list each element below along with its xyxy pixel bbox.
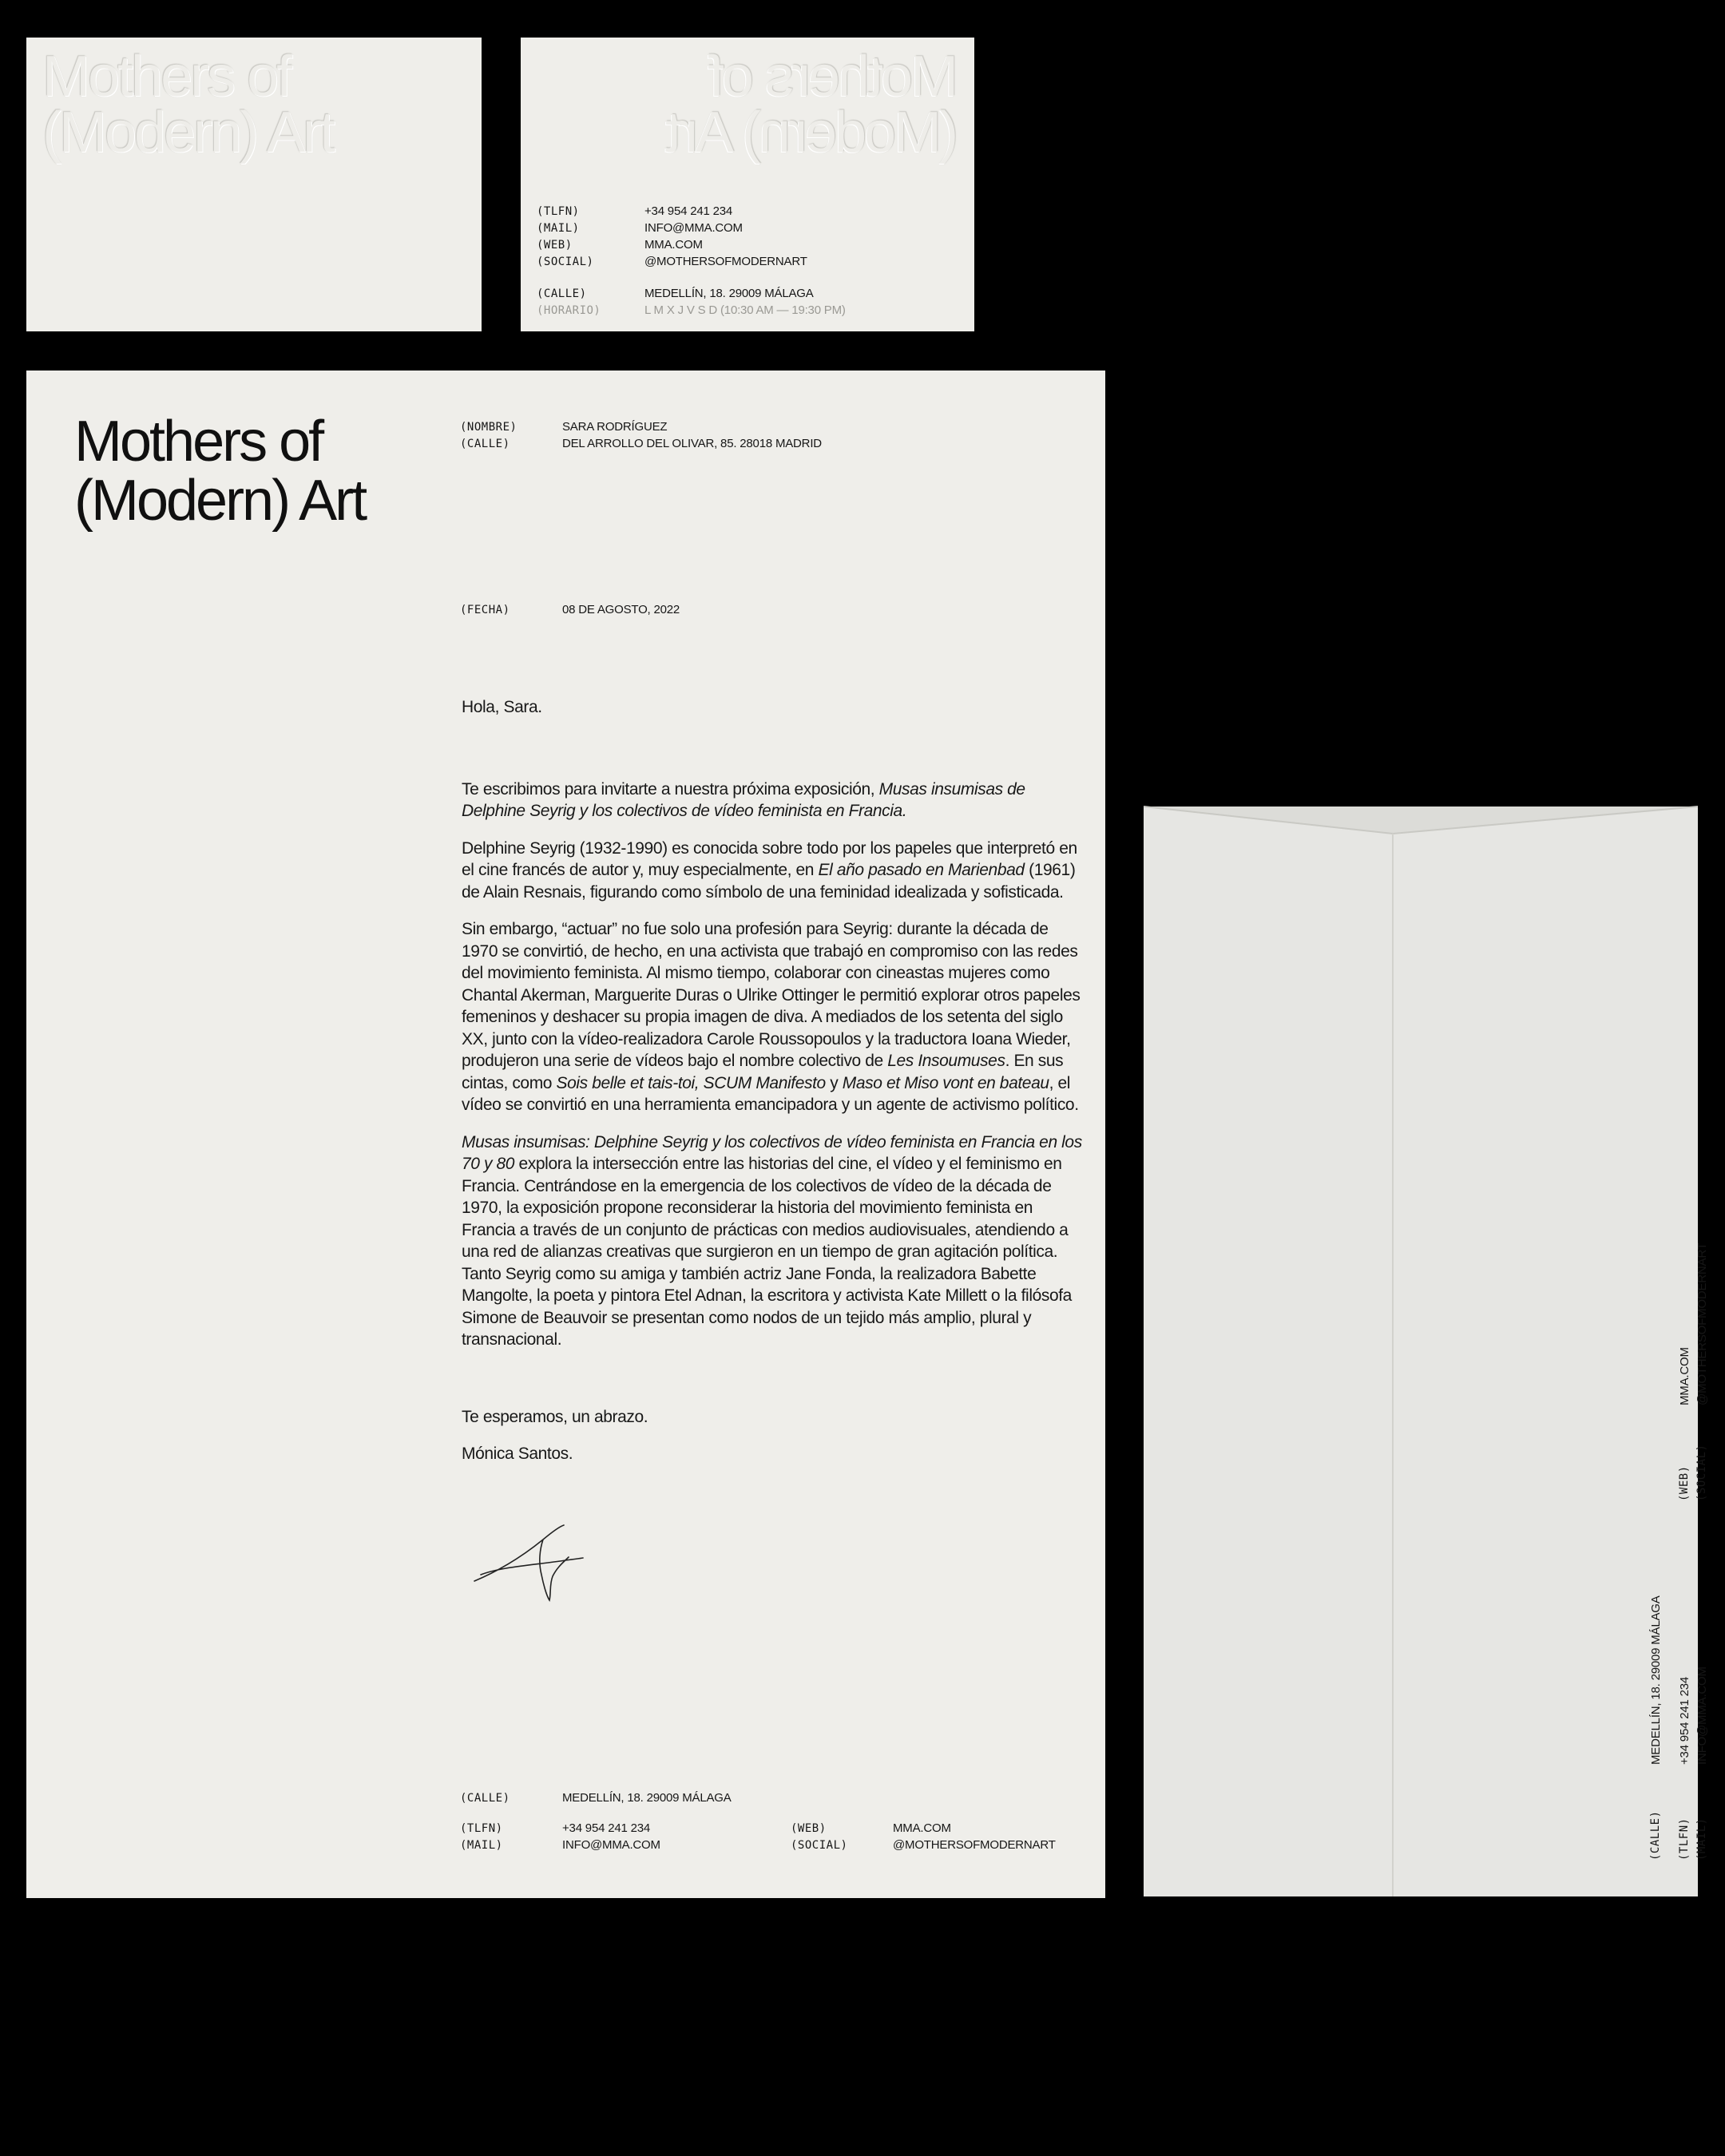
label: (MAIL) bbox=[537, 221, 580, 235]
value: DEL ARROLLO DEL OLIVAR, 85. 28018 MADRID bbox=[562, 437, 822, 450]
handwritten-signature bbox=[470, 1520, 589, 1608]
embossed-logo-mirrored bbox=[667, 45, 958, 164]
label: (WEB) bbox=[791, 1821, 827, 1835]
envelope-contact-2 bbox=[1675, 1242, 1711, 1501]
logo-line-2: (Modern) Art bbox=[42, 101, 334, 164]
label: (FECHA) bbox=[460, 603, 510, 616]
recipient-block bbox=[460, 418, 822, 452]
label: (MAIL) bbox=[460, 1838, 503, 1852]
signoff: Mónica Santos. bbox=[462, 1445, 573, 1463]
embossed-logo bbox=[42, 45, 334, 164]
value: INFO@MMA.COM bbox=[644, 221, 743, 235]
value: @MOTHERSOFMODERNART bbox=[1695, 1242, 1709, 1405]
date-block bbox=[460, 601, 680, 618]
label: (CALLE) bbox=[1649, 1810, 1662, 1861]
letter-body bbox=[462, 696, 1085, 1480]
label: (MAIL) bbox=[1695, 1817, 1708, 1861]
value: @MOTHERSOFMODERNART bbox=[644, 255, 807, 268]
footer-contact-left bbox=[460, 1820, 660, 1853]
footer-address bbox=[460, 1789, 732, 1806]
logo-line-1: Mothers of bbox=[710, 45, 958, 109]
value: +34 954 241 234 bbox=[644, 204, 733, 218]
value: INFO@MMA.COM bbox=[1695, 1667, 1709, 1765]
label: (SOCIAL) bbox=[791, 1838, 848, 1852]
envelope-contact-1 bbox=[1675, 1667, 1711, 1861]
envelope-street bbox=[1647, 1595, 1664, 1861]
value: MEDELLÍN, 18. 29009 MÁLAGA bbox=[1648, 1595, 1663, 1765]
value: SARA RODRÍGUEZ bbox=[562, 420, 668, 434]
value: MEDELLÍN, 18. 29009 MÁLAGA bbox=[562, 1791, 732, 1805]
value: MEDELLÍN, 18. 29009 MÁLAGA bbox=[644, 287, 814, 300]
value: 08 DE AGOSTO, 2022 bbox=[562, 603, 680, 616]
paragraph-1: Te escribimos para invitarte a nuestra próxima exposición, Musas insumisas de Delphine Seyrig y los colectivos de vídeo feminista en Francia. bbox=[462, 779, 1025, 820]
value: +34 954 241 234 bbox=[562, 1821, 651, 1835]
label: (TLFN) bbox=[460, 1821, 503, 1835]
label: (SOCIAL) bbox=[1695, 1444, 1708, 1501]
envelope bbox=[1144, 807, 1709, 1896]
letterhead bbox=[26, 371, 1105, 1898]
value: MMA.COM bbox=[1677, 1347, 1691, 1405]
label: (CALLE) bbox=[537, 287, 587, 300]
label: (TLFN) bbox=[1678, 1817, 1691, 1861]
logo-line-2: (Modern) Art bbox=[667, 101, 958, 164]
logo-line-1: Mothers of bbox=[42, 45, 291, 109]
label: (WEB) bbox=[537, 238, 573, 252]
footer-contact-right bbox=[791, 1820, 1056, 1853]
value: @MOTHERSOFMODERNART bbox=[893, 1838, 1056, 1852]
label: (SOCIAL) bbox=[537, 255, 594, 268]
label: (NOMBRE) bbox=[460, 420, 518, 434]
business-card-back bbox=[521, 38, 974, 331]
value: L M X J V S D (10:30 AM — 19:30 PM) bbox=[644, 303, 846, 317]
label: (CALLE) bbox=[460, 437, 510, 450]
greeting: Hola, Sara. bbox=[462, 698, 542, 716]
card-contact-info bbox=[537, 203, 846, 319]
logo-line-2: (Modern) Art bbox=[74, 469, 366, 533]
logo-line-1: Mothers of bbox=[74, 410, 323, 474]
label: (WEB) bbox=[1678, 1465, 1691, 1501]
paragraph-3: Sin embargo, “actuar” no fue solo una profesión para Seyrig: durante la década de 1970 se convirtió, de hecho, en una activista que trabajó en compromiso con las redes del movimiento feminista. Al mismo tiempo, colaborar con cineastas mujeres como Chantal Akerman, Marguerite Duras o Ulrike Ottinger le permitió explorar otros papeles femeninos y deshacer su propia imagen de diva. A mediados de los setenta del siglo XX, junto con la vídeo-realizadora Carole Roussopoulos y la traductora Ioana Wieder, produjeron una serie de vídeos bajo el nombre colectivo de Les Insoumuses. En sus cintas, como Sois belle et tais-toi, SCUM Manifesto y Maso et Miso vont en bateau, el vídeo se convirtió en una herramienta emancipadora y un agente de activismo político. bbox=[462, 920, 1081, 1114]
label: (TLFN) bbox=[537, 204, 580, 218]
paragraph-2: Delphine Seyrig (1932-1990) es conocida sobre todo por los papeles que interpretó en el cine francés de autor y, muy especialmente, en El año pasado en Marienbad (1961) de Alain Resnais, figurando como símbolo de una feminidad idealizada y sofisticada. bbox=[462, 838, 1077, 902]
label: (HORARIO) bbox=[537, 303, 601, 317]
value: +34 954 241 234 bbox=[1677, 1676, 1691, 1765]
value: MMA.COM bbox=[644, 238, 703, 252]
envelope-flap-lines bbox=[1144, 807, 1698, 1896]
letter-logo bbox=[74, 410, 366, 533]
paragraph-4: Musas insumisas: Delphine Seyrig y los colectivos de vídeo feminista en Francia en los 70 y 80 explora la intersección entre las historias del cine, el vídeo y el feminismo en Francia. Centrándose en la emergencia de los colectivos de vídeo de la década de 1970, la exposición propone reconsiderar la historia del movimiento feminista en Francia a través de un conjunto de prácticas con medios audiovisuales, atendiendo a una red de alianzas creativas que surgieron en un tiempo de gran agitación política. Tanto Seyrig como su amiga y también actriz Jane Fonda, la realizadora Babette Mangolte, la poeta y pintora Etel Adnan, la escritora y activista Kate Millett o la filósofa Simone de Beauvoir se presentan como nodos de un tejido más amplio, plural y transnacional. bbox=[462, 1132, 1082, 1349]
value: INFO@MMA.COM bbox=[562, 1838, 660, 1852]
value: MMA.COM bbox=[893, 1821, 951, 1835]
label: (CALLE) bbox=[460, 1791, 510, 1805]
business-card-front bbox=[26, 38, 482, 331]
closing: Te esperamos, un abrazo. bbox=[462, 1407, 648, 1426]
